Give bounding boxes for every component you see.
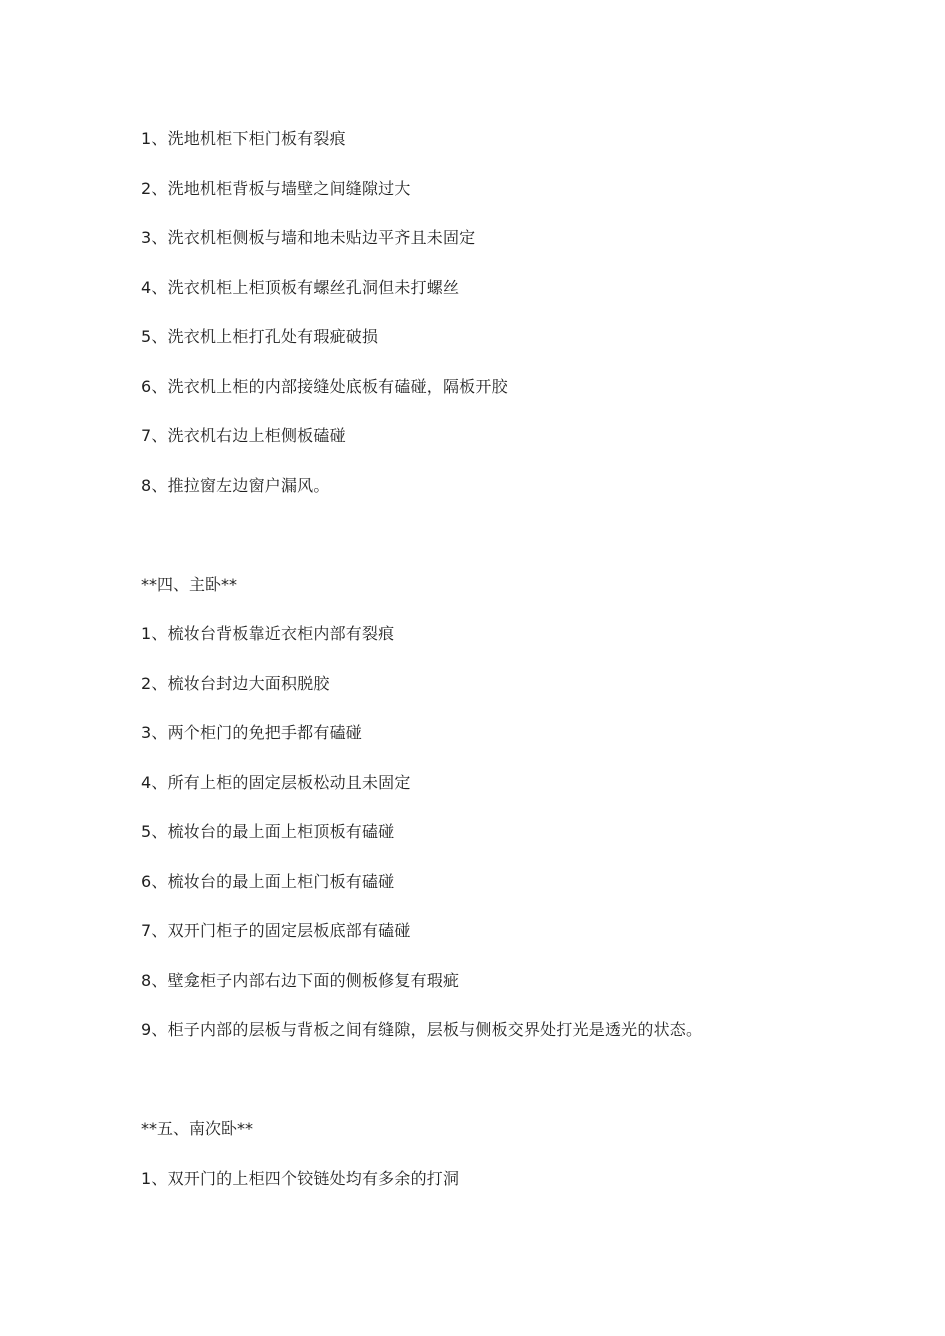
list-item: 1、双开门的上柜四个铰链处均有多余的打洞 [141,1169,460,1188]
section-heading-master-bedroom: **四、主卧** [141,575,238,594]
list-item: 7、洗衣机右边上柜侧板磕碰 [141,426,346,445]
list-item: 6、洗衣机上柜的内部接缝处底板有磕碰，隔板开胶 [141,377,508,396]
list-item: 8、推拉窗左边窗户漏风。 [141,476,330,495]
section-heading-south-bedroom: **五、南次卧** [141,1119,254,1138]
list-item: 3、两个柜门的免把手都有磕碰 [141,723,362,742]
list-item: 2、梳妆台封边大面积脱胶 [141,674,330,693]
list-item: 1、梳妆台背板靠近衣柜内部有裂痕 [141,624,395,643]
list-item: 2、洗地机柜背板与墙壁之间缝隙过大 [141,179,411,198]
list-item: 4、所有上柜的固定层板松动且未固定 [141,773,411,792]
list-item: 9、柜子内部的层板与背板之间有缝隙，层板与侧板交界处打光是透光的状态。 [141,1020,703,1039]
list-item: 1、洗地机柜下柜门板有裂痕 [141,129,346,148]
list-item: 5、梳妆台的最上面上柜顶板有磕碰 [141,822,395,841]
list-item: 6、梳妆台的最上面上柜门板有磕碰 [141,872,395,891]
list-item: 5、洗衣机上柜打孔处有瑕疵破损 [141,327,379,346]
list-item: 4、洗衣机柜上柜顶板有螺丝孔洞但未打螺丝 [141,278,460,297]
list-item: 7、双开门柜子的固定层板底部有磕碰 [141,921,411,940]
list-item: 8、壁龛柜子内部右边下面的侧板修复有瑕疵 [141,971,460,990]
list-item: 3、洗衣机柜侧板与墙和地未贴边平齐且未固定 [141,228,476,247]
